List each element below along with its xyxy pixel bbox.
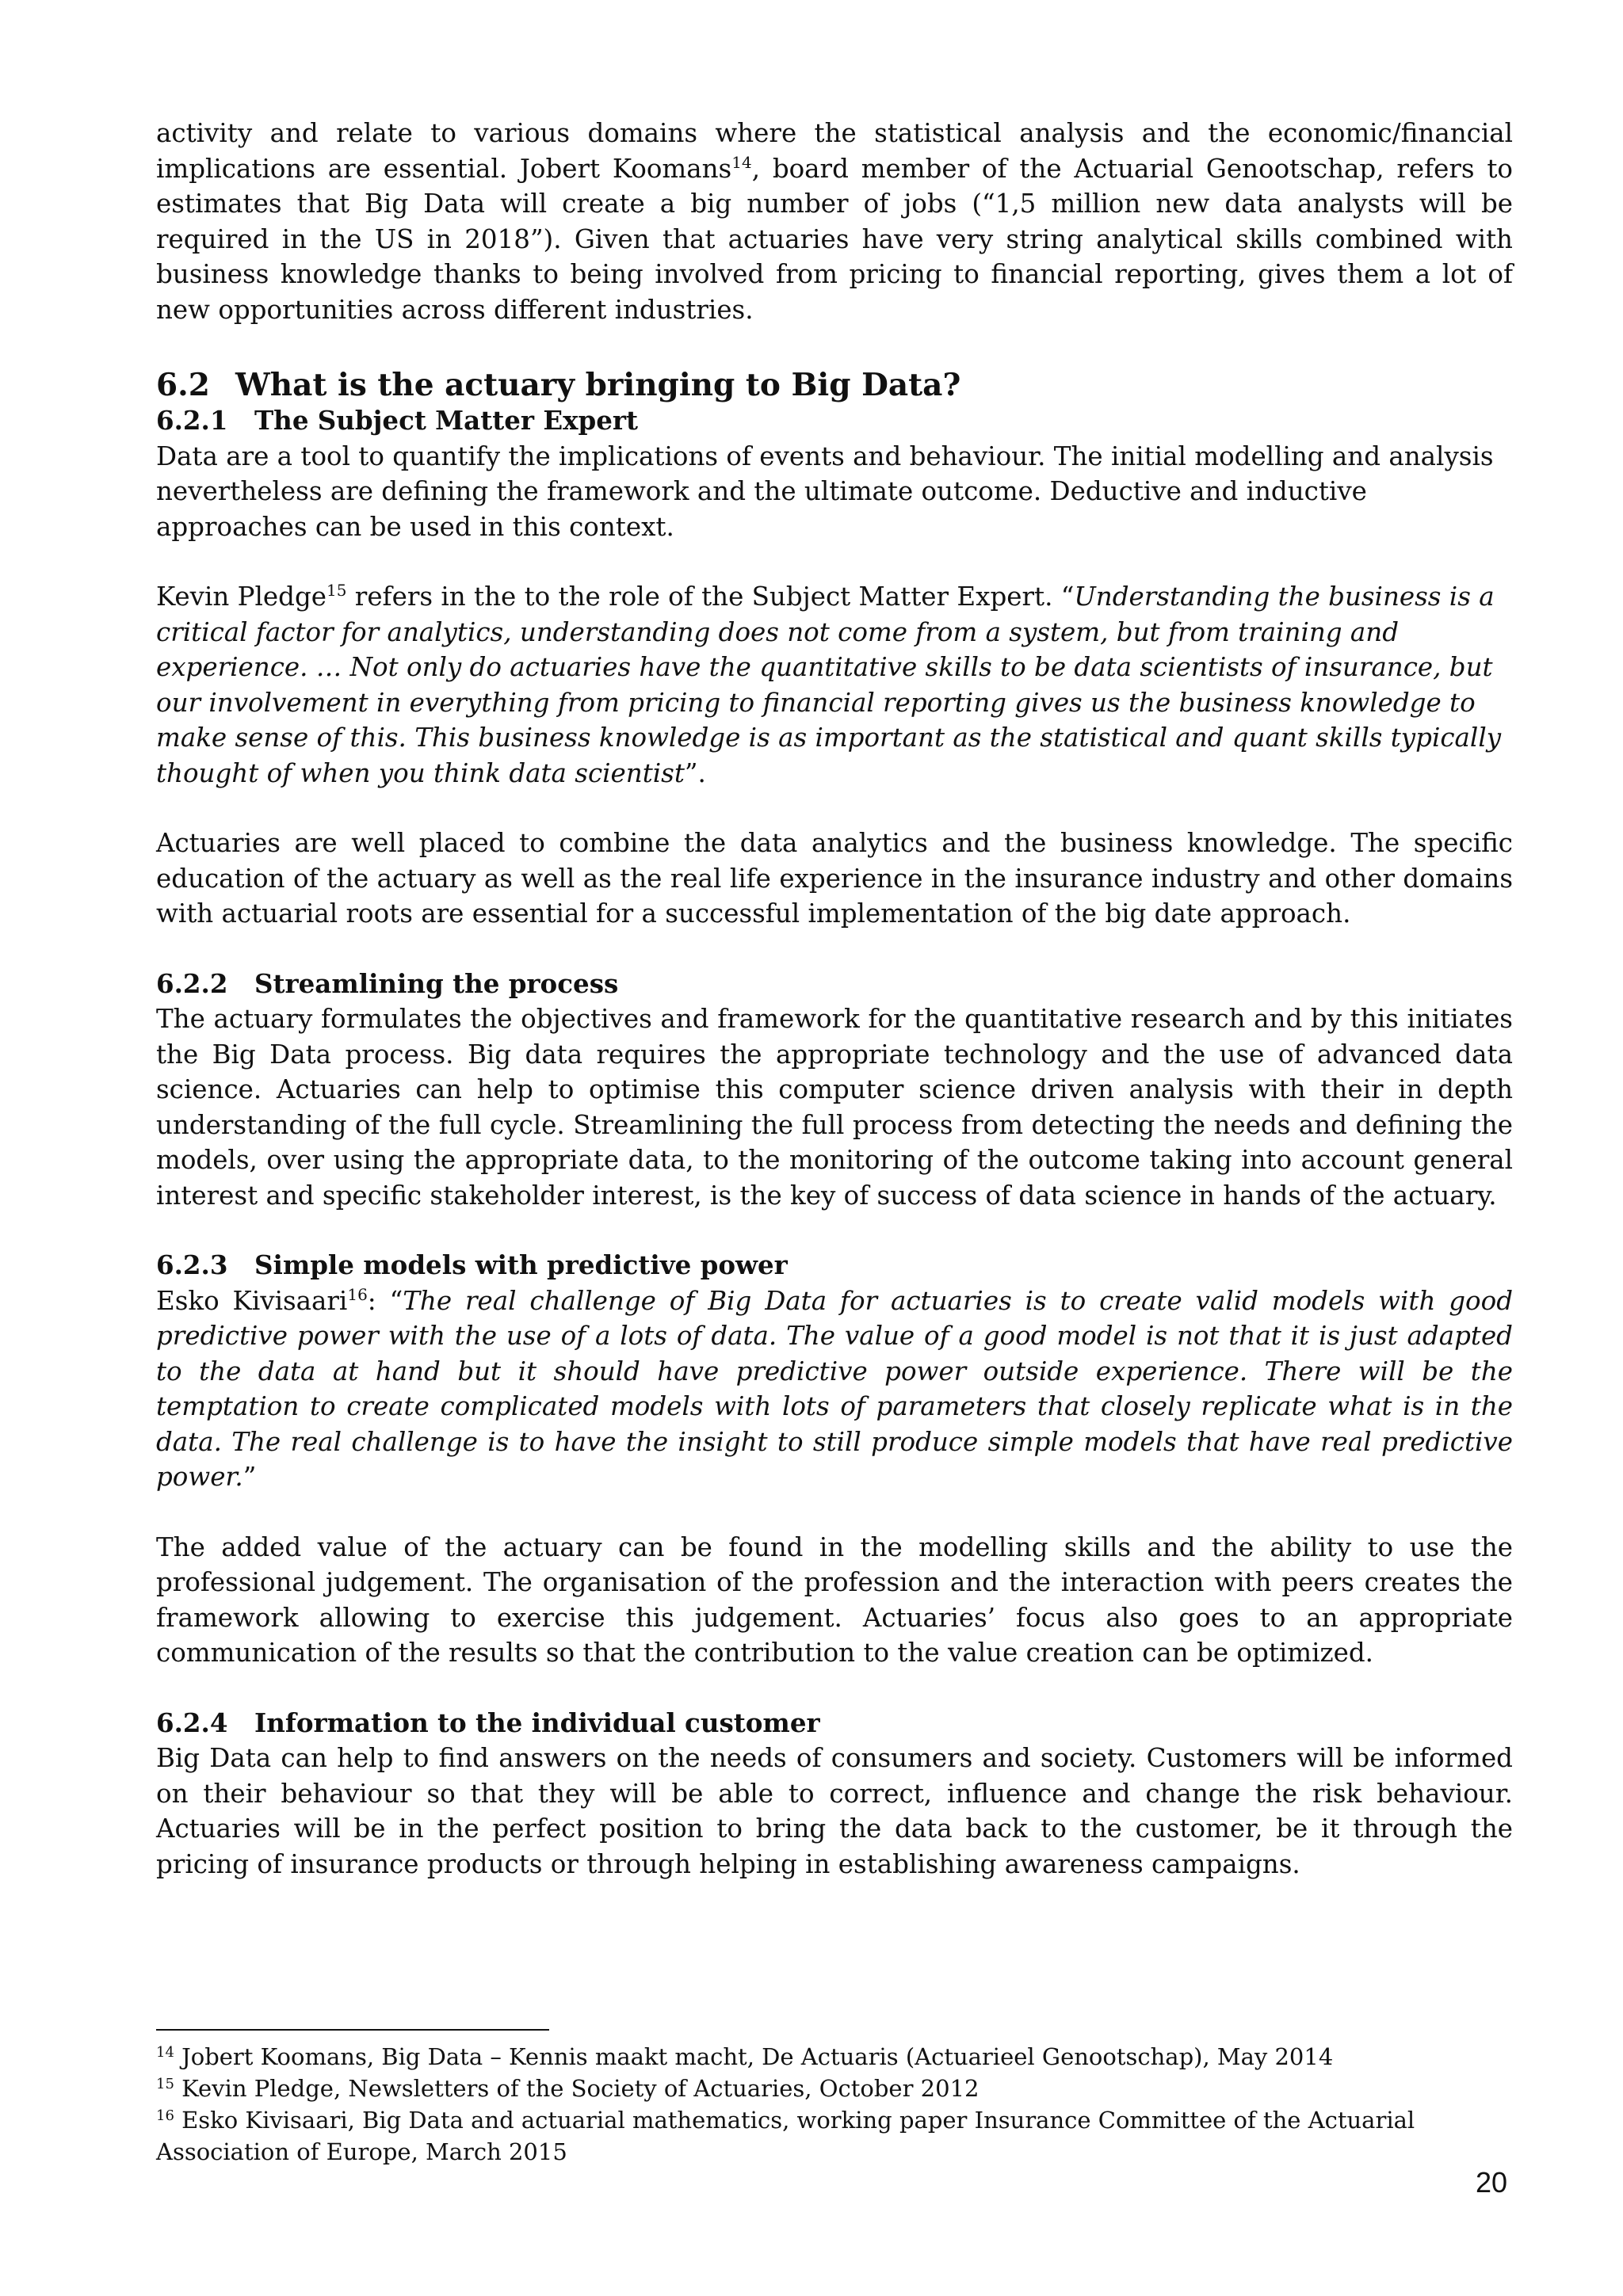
subsection-heading-6-2-1 [156, 403, 1513, 439]
paragraph-text: ”. [684, 757, 706, 788]
intro-text: activity and relate to various domains where the statistical analysis and the economic/financial implications are essential. Jobert Koomans [156, 118, 1513, 184]
footnote-text: Kevin Pledge, Newsletters of the Society of Actuaries, October 2012 [174, 2075, 980, 2102]
intro-text-rest: , board member of the Actuarial Genootschap, refers to estimates that Big Data will create a big number of jobs (“1,5 million new data analysts will be required in the US in 2018”). Given that actuaries have very string analytical skills combined with business knowledge thanks to being involved from pricing to financial reporting, gives them a lot of new opportunities across different industries. [156, 153, 1513, 325]
subsection-title: Information to the individual customer [254, 1707, 820, 1738]
footnote-divider [156, 2029, 549, 2031]
subsection-title: Simple models with predictive power [254, 1249, 788, 1280]
section-number: 6.2 [156, 367, 210, 403]
paragraph-text: ” [242, 1462, 257, 1492]
subsection-number: 6.2.1 [156, 405, 228, 436]
footnote-16 [156, 2104, 1513, 2168]
subsection-number: 6.2.4 [156, 1707, 228, 1738]
footnote-mark: 16 [156, 2107, 174, 2124]
paragraph-text: refers in the to the role of the Subject Matter Expert. “ [346, 582, 1075, 612]
paragraph-actuaries-placed: Actuaries are well placed to combine the data analytics and the business knowledge. The specific education of the actuary as well as the real life experience in the insurance industry and other domains with actuarial roots are essential for a successful implementation of the big date approach. [156, 828, 1513, 929]
paragraph-data-tool: Data are a tool to quantify the implications of events and behaviour. The initial modelling and analysis nevertheless are defining the framework and the ultimate outcome. Deductive and inductive approaches can be used in this context. [156, 441, 1494, 542]
subsection-heading-6-2-2 [156, 967, 1513, 1002]
footnote-ref-14[interactable]: 14 [731, 152, 752, 172]
section-heading-6-2 [156, 367, 1513, 403]
subsection-heading-6-2-4 [156, 1706, 1513, 1741]
paragraph-streamlining: The actuary formulates the objectives and framework for the quantitative research and by this initiates the Big Data process. Big data requires the appropriate technology and the use of advanced data science. Actuaries can help to optimise this computer science driven analysis with their in depth understanding of the full cycle. Streamlining the full process from detecting the needs and defining the models, over using the appropriate data, to the monitoring of the outcome taking into account general interest and specific stakeholder interest, is the key of success of data science in hands of the actuary. [156, 1004, 1513, 1211]
footnote-ref-16[interactable]: 16 [347, 1284, 368, 1304]
paragraph-text: : “ [367, 1285, 403, 1316]
paragraph-kevin-pledge [156, 579, 1513, 791]
subsection-title: Streamlining the process [254, 967, 619, 999]
subsection-heading-6-2-3 [156, 1248, 1513, 1283]
subsection-number: 6.2.3 [156, 1249, 228, 1280]
paragraph-text: Kevin Pledge [156, 582, 327, 612]
page-number: 20 [1476, 2166, 1508, 2199]
body-text [156, 116, 1513, 1882]
footnote-ref-15[interactable]: 15 [327, 581, 347, 600]
footnote-14 [156, 2041, 1513, 2073]
footnote-text: Esko Kivisaari, Big Data and actuarial mathematics, working paper Insurance Committee of the Actuarial Association of Europe, March 2015 [156, 2107, 1415, 2165]
subsection-title: The Subject Matter Expert [254, 405, 639, 436]
paragraph-customer-info: Big Data can help to find answers on the needs of consumers and society. Customers will be informed on their behaviour so that they will be able to correct, influence and change the risk behaviour. Actuaries will be in the perfect position to bring the data back to the customer, be it through the pricing of insurance products or through helping in establishing awareness campaigns. [156, 1743, 1513, 1879]
quote-text: The real challenge of Big Data for actuaries is to create valid models with good predictive power with the use of a lots of data. The value of a good model is not that it is just adapted to the data at hand but it should have predictive power outside experience. There will be the temptation to create complicated models with lots of parameters that closely replicate what is in the data. The real challenge is to have the insight to still produce simple models that have real predictive power. [156, 1285, 1513, 1492]
subsection-number: 6.2.2 [156, 967, 228, 999]
paragraph-added-value: The added value of the actuary can be found in the modelling skills and the ability to use the professional judgement. The organisation of the profession and the interaction with peers creates the framework allowing to exercise this judgement. Actuaries’ focus also goes to an appropriate communication of the results so that the contribution to the value creation can be optimized. [156, 1531, 1513, 1668]
footnote-15 [156, 2073, 1513, 2104]
paragraph-text: Esko Kivisaari [156, 1285, 348, 1316]
footnotes [156, 2041, 1513, 2168]
footnote-mark: 14 [156, 2044, 174, 2061]
paragraph-esko-kivisaari [156, 1283, 1513, 1495]
footnote-text: Jobert Koomans, Big Data – Kennis maakt macht, De Actuaris (Actuarieel Genootschap), May 2014 [174, 2043, 1334, 2070]
intro-paragraph [156, 116, 1513, 327]
section-title: What is the actuary bringing to Big Data? [235, 367, 961, 403]
quote-text: Understanding the business is a critical factor for analytics, understanding does not come from a system, but from training and experience. … Not only do actuaries have the quantitative skills to be data scientists of insurance, but our involvement in everything from pricing to financial reporting gives us the business knowledge to make sense of this. This business knowledge is as important as the statistical and quant skills typically thought of when you think data scientist [156, 582, 1502, 788]
footnote-mark: 15 [156, 2076, 174, 2092]
